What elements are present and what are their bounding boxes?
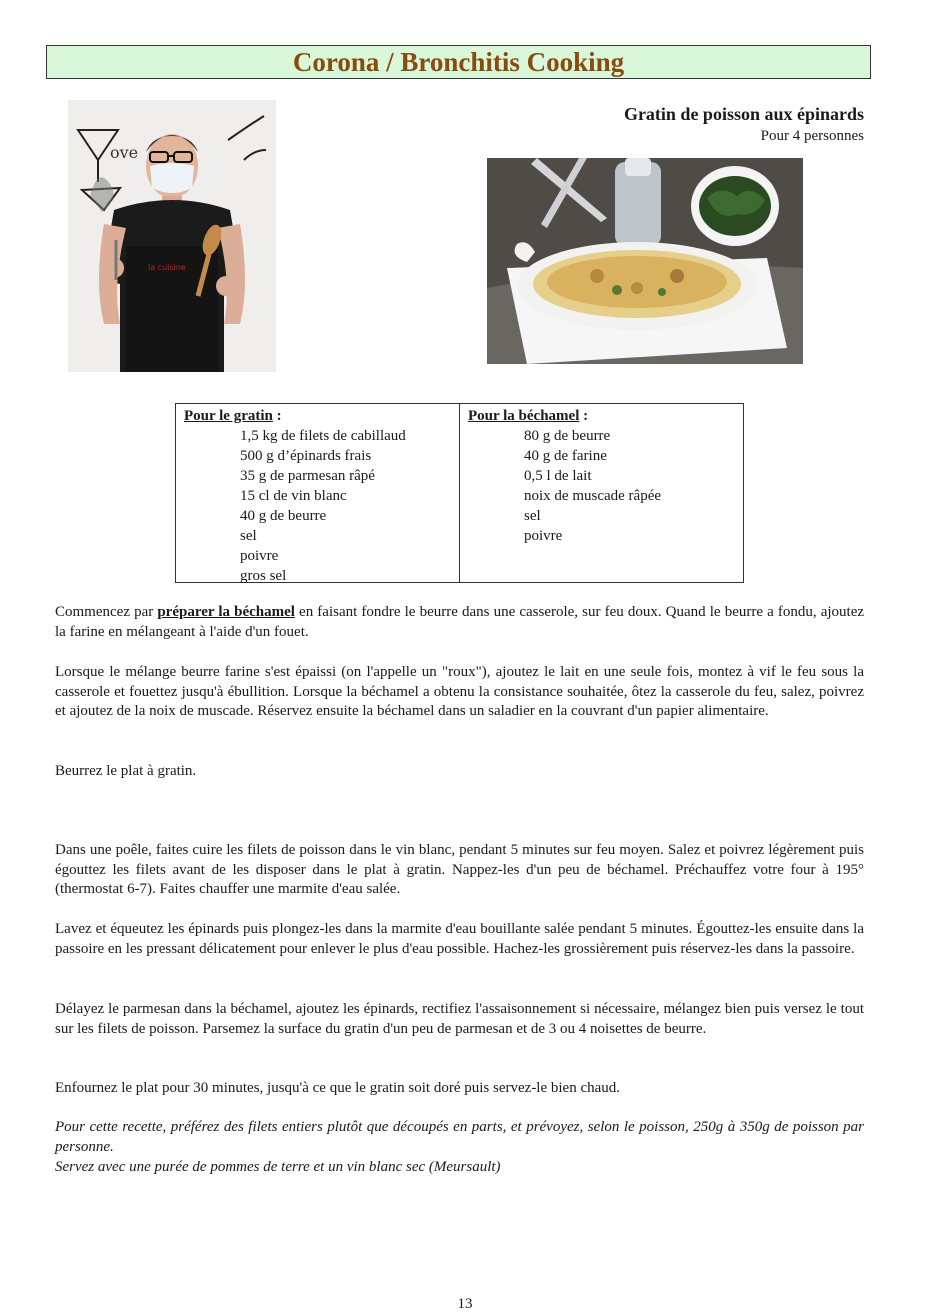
- svg-text:la cuisine: la cuisine: [148, 263, 186, 272]
- step-paragraph-7: Enfournez le plat pour 30 minutes, jusqu'à ce que le gratin soit doré puis servez-le bien chaud.: [55, 1080, 621, 1096]
- list-item: poivre: [524, 528, 563, 544]
- step-paragraph-6: Délayez le parmesan dans la béchamel, ajoutez les épinards, rectifiez l'assaisonnement si nécessaire, mélangez bien puis versez le tout sur les filets de poisson. Parsemez la surface du gratin d'un peu de parmesan et de 3 ou 4 noisettes de beurre.: [55, 1001, 864, 1037]
- step-1-text: en faisant fondre le beurre dans une casserole, sur feu doux. Quand le beurre a fondu, ajoutez la farine en mélangeant à l'aide d'un fouet.: [55, 604, 865, 640]
- list-item: 80 g de beurre: [524, 428, 611, 444]
- list-item: 500 g d’épinards frais: [240, 448, 372, 464]
- list-item: sel: [524, 508, 541, 524]
- ingredients-gratin-suffix: :: [272, 408, 282, 424]
- list-item: 1,5 kg de filets de cabillaud: [240, 428, 406, 444]
- recipe-servings: Pour 4 personnes: [760, 128, 864, 144]
- ingredients-table: [175, 403, 744, 583]
- list-item: 35 g de parmesan râpé: [240, 468, 375, 484]
- page-number: 13: [457, 1296, 473, 1312]
- ingredients-gratin-heading: [184, 406, 451, 426]
- page-header-banner: [46, 45, 871, 79]
- ingredients-bechamel-list: [468, 426, 735, 546]
- recipe-note-1: Pour cette recette, préférez des filets entiers plutôt que découpés en parts, et prévoyez, selon le poisson, 250g à 350g de poisson par personne.: [55, 1119, 864, 1155]
- list-item: sel: [240, 528, 257, 544]
- chef-photo: [68, 100, 276, 372]
- ingredients-bechamel-suffix: :: [579, 408, 589, 424]
- ingredients-gratin-title: Pour le gratin: [184, 408, 273, 424]
- step-1-intro: Commencez par: [55, 604, 158, 620]
- step-paragraph-3: Beurrez le plat à gratin.: [55, 763, 197, 779]
- list-item: 15 cl de vin blanc: [240, 488, 347, 504]
- list-item: 40 g de beurre: [240, 508, 327, 524]
- dish-illustration: [487, 158, 803, 364]
- step-paragraph-5: Lavez et équeutez les épinards puis plongez-les dans la marmite d'eau bouillante salée pendant 5 minutes. Égouttez-les ensuite dans la passoire en les pressant délicatement pour enlever le plus d'eau possible. Hachez-les grossièrement puis réservez-les dans la passoire.: [55, 921, 864, 957]
- recipe-title: Gratin de poisson aux épinards: [623, 104, 864, 124]
- step-paragraph-2: Lorsque le mélange beurre farine s'est épaissi (on l'appelle un "roux"), ajoutez le lait en une seule fois, montez à vif le feu sous la casserole et fouettez jusqu'à ébullition. Lorsque la béchamel a obtenu la consistance souhaitée, ôtez la casserole du feu, salez, poivrez et ajoutez de la noix de muscade. Réservez ensuite la béchamel dans un saladier en la couvrant d'un papier alimentaire.: [55, 664, 864, 720]
- list-item: 0,5 l de lait: [524, 468, 592, 484]
- ingredients-bechamel-column: [459, 404, 743, 582]
- ingredients-bechamel-title: Pour la béchamel: [468, 408, 580, 424]
- page-header-title: Corona / Bronchitis Cooking: [292, 46, 625, 77]
- ingredients-bechamel-heading: [468, 406, 735, 426]
- ingredients-gratin-column: [176, 404, 459, 582]
- dish-photo: [487, 158, 803, 364]
- svg-text:ove: ove: [110, 143, 139, 162]
- list-item: 40 g de farine: [524, 448, 607, 464]
- bechamel-link[interactable]: préparer la béchamel: [157, 604, 295, 620]
- ingredients-gratin-list: [184, 426, 451, 586]
- recipe-note-2: Servez avec une purée de pommes de terre et un vin blanc sec (Meursault): [55, 1159, 501, 1175]
- list-item: noix de muscade râpée: [524, 488, 662, 504]
- step-paragraph-4: Dans une poêle, faites cuire les filets de poisson dans le vin blanc, pendant 5 minutes sur feu moyen. Salez et poivrez légèrement puis égouttez les filets avant de les disposer dans le plat à gratin. Nappez-les d'un peu de béchamel. Préchauffez votre four à 195° (thermostat 6-7). Faites chauffer une marmite d'eau salée.: [55, 842, 864, 898]
- list-item: gros sel: [240, 568, 287, 584]
- list-item: poivre: [240, 548, 279, 564]
- chef-illustration: [68, 100, 276, 372]
- step-paragraph-1: [55, 603, 864, 642]
